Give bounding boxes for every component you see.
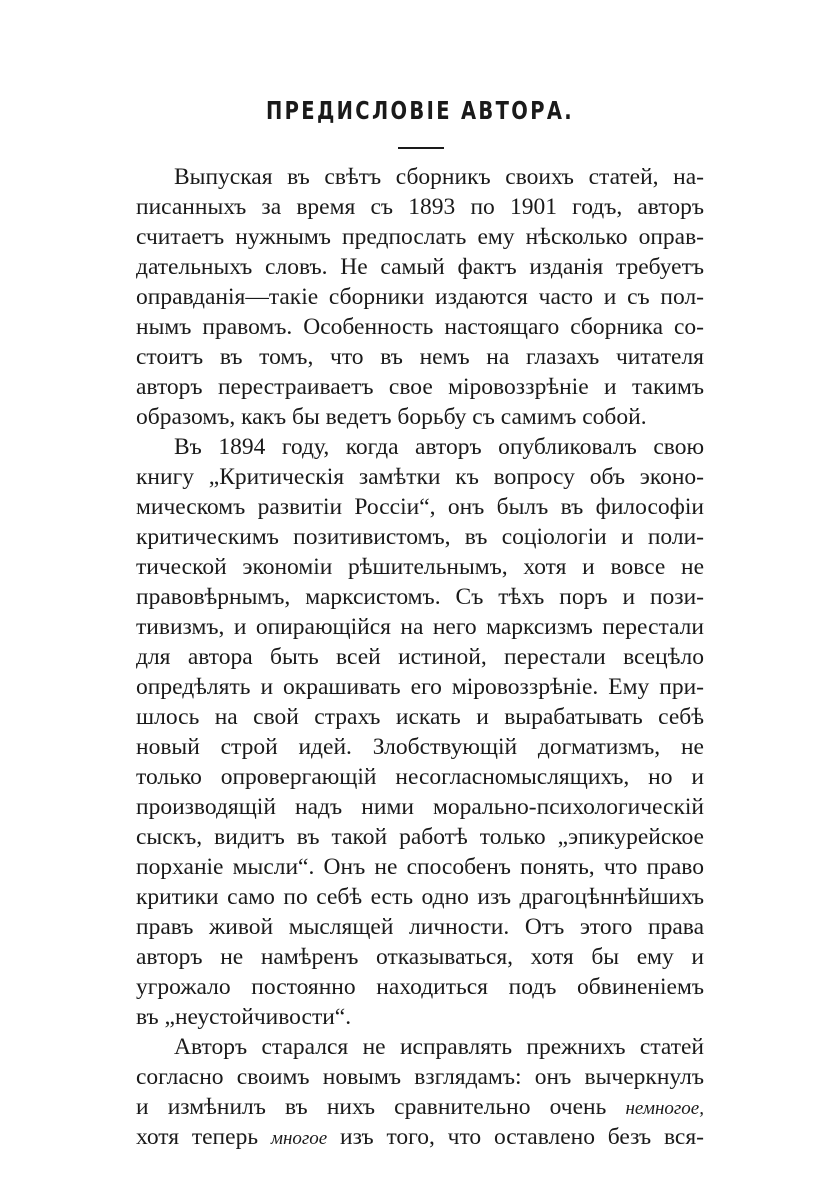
- text-line: правъ живой мыслящей личности. Отъ этого права: [136, 914, 704, 940]
- text-line: авторъ не намѣренъ отказываться, хотя бы ему и: [136, 944, 704, 970]
- text-line: согласно своимъ новымъ взглядамъ: онъ вычеркнулъ: [136, 1064, 704, 1090]
- text-line: мическомъ развитіи Россіи“, онъ былъ въ философіи: [136, 494, 704, 520]
- text-line: критическимъ позитивистомъ, въ соціологіи и поли-: [136, 524, 704, 550]
- text-line: тивизмъ, и опирающійся на него марксизмъ перестали: [136, 614, 704, 640]
- page-title: ПРЕДИСЛОВІЕ АВТОРА.: [265, 96, 575, 125]
- text-line-with-italic: [136, 1122, 704, 1152]
- text-line: авторъ перестраиваетъ свое міровоззрѣніе и такимъ: [136, 374, 704, 400]
- text-line: въ „неустойчивости“.: [136, 1004, 352, 1030]
- text-line: Выпуская въ свѣтъ сборникъ своихъ статей, на-: [174, 164, 704, 190]
- text-line-with-italic: [136, 1092, 704, 1122]
- text-line: опредѣлять и окрашивать его міровоззрѣніе. Ему при-: [136, 674, 704, 700]
- text-line: книгу „Критическія замѣтки къ вопросу объ эконо-: [136, 464, 704, 490]
- text-line: критики само по себѣ есть одно изъ драгоцѣннѣйшихъ: [136, 884, 704, 910]
- text-line: для автора быть всей истиной, перестали всецѣло: [136, 644, 704, 670]
- title-divider: [398, 147, 444, 149]
- text-line: образомъ, какъ бы ведетъ борьбу съ самимъ собой.: [136, 404, 647, 430]
- text-line: Въ 1894 году, когда авторъ опубликовалъ свою: [174, 434, 704, 460]
- text-line: писанныхъ за время съ 1893 по 1901 годъ, авторъ: [136, 194, 704, 220]
- text-line: шлось на свой страхъ искать и вырабатывать себѣ: [136, 704, 704, 730]
- text-line: сыскъ, видитъ въ такой работѣ только „эпикурейское: [136, 824, 704, 850]
- italic-word: многое: [270, 1128, 328, 1149]
- text-line: стоитъ въ томъ, что въ немъ на глазахъ читателя: [136, 344, 704, 370]
- text-span: хотя теперь: [136, 1124, 259, 1150]
- text-line: новый строй идей. Злобствующій догматизмъ, не: [136, 734, 704, 760]
- text-line: тической экономіи рѣшительнымъ, хотя и вовсе не: [136, 554, 704, 580]
- text-line: порханіе мысли“. Онъ не способенъ понять, что право: [136, 854, 704, 880]
- italic-word: немногое,: [625, 1098, 704, 1119]
- text-span: и измѣнилъ въ нихъ сравнительно очень: [136, 1094, 607, 1120]
- text-line: нымъ правомъ. Особенность настоящаго сборника со-: [136, 314, 704, 340]
- text-line: угрожало постоянно находиться подъ обвиненіемъ: [136, 974, 704, 1000]
- text-line: правовѣрнымъ, марксистомъ. Съ тѣхъ поръ и пози-: [136, 584, 704, 610]
- text-line: оправданія—такіе сборники издаются часто и съ пол-: [136, 284, 704, 310]
- text-line: Авторъ старался не исправлять прежнихъ статей: [174, 1034, 704, 1060]
- text-line: только опровергающій несогласномыслящихъ, но и: [136, 764, 704, 790]
- text-span: изъ того, что оставлено безъ вся-: [340, 1124, 704, 1150]
- text-line: считаетъ нужнымъ предпослать ему нѣсколько оправ-: [136, 224, 704, 250]
- text-line: производящій надъ ними морально-психологическій: [136, 794, 704, 820]
- text-line: дательныхъ словъ. Не самый фактъ изданія требуетъ: [136, 254, 704, 280]
